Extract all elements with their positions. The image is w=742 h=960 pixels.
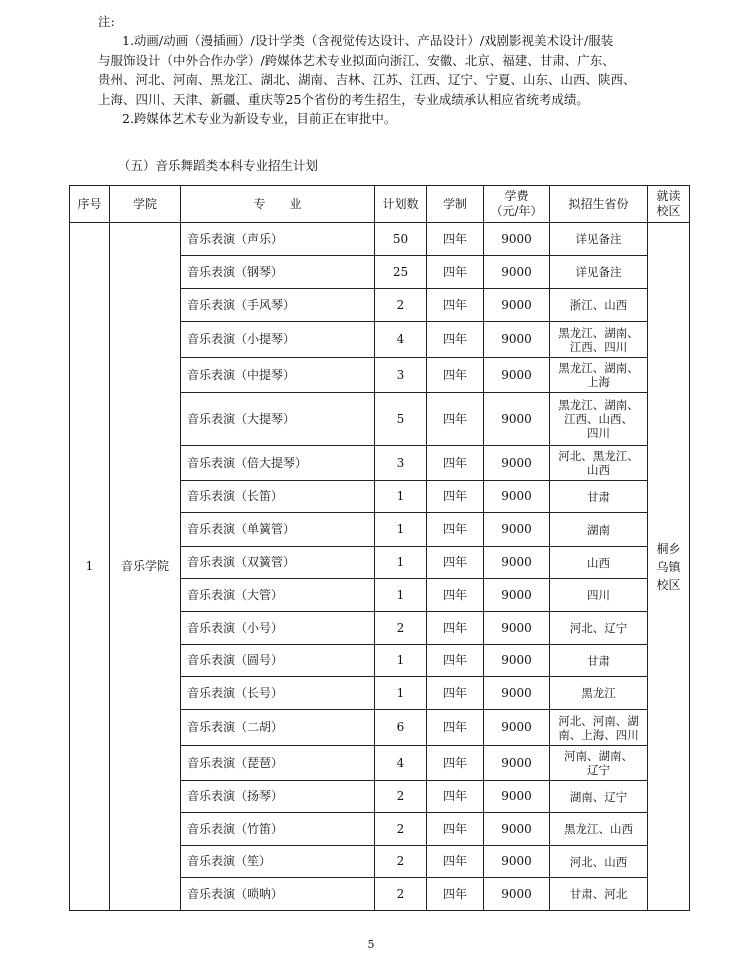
cell-duration: 四年 [427, 746, 484, 781]
province-line: 详见备注 [575, 232, 622, 246]
notes-line: 1.动画/动画（漫插画）/设计学类（含视觉传达设计、产品设计）/戏剧影视美术设计/服装 [122, 33, 614, 49]
cell-major: 音乐表演（倍大提琴） [181, 446, 375, 481]
cell-duration: 四年 [427, 846, 484, 878]
cell-major: 音乐表演（长号） [181, 677, 375, 710]
cell-major: 音乐表演（中提琴） [181, 358, 375, 393]
province-line: 甘肃 [587, 653, 610, 668]
cell-fee: 9000 [484, 878, 550, 911]
cell-plan: 3 [375, 358, 427, 393]
cell-duration: 四年 [427, 256, 484, 289]
cell-duration: 四年 [427, 446, 484, 481]
cell-no: 1 [70, 223, 110, 911]
cell-fee: 9000 [484, 547, 550, 579]
cell-province [550, 223, 648, 256]
cell-duration: 四年 [427, 223, 484, 256]
cell-major: 音乐表演（唢呐） [181, 878, 375, 911]
cell-province [550, 746, 648, 781]
cell-fee: 9000 [484, 579, 550, 612]
cell-major: 音乐表演（小号） [181, 612, 375, 645]
cell-major: 音乐表演（手风琴） [181, 289, 375, 322]
cell-major: 音乐表演（琵琶） [181, 746, 375, 781]
cell-plan: 1 [375, 547, 427, 579]
cell-major: 音乐表演（大管） [181, 579, 375, 612]
province-line: 黑龙江、湖南、 [558, 325, 639, 340]
cell-province [550, 513, 648, 547]
cell-plan: 2 [375, 289, 427, 322]
cell-province [550, 878, 648, 911]
cell-duration: 四年 [427, 645, 484, 677]
cell-plan: 5 [375, 393, 427, 446]
cell-fee: 9000 [484, 612, 550, 645]
cell-major: 音乐表演（笙） [181, 846, 375, 878]
cell-duration: 四年 [427, 481, 484, 513]
province-line: 河北、黑龙江、 [558, 449, 639, 463]
header-campus [648, 186, 690, 223]
cell-province [550, 781, 648, 813]
cell-duration: 四年 [427, 322, 484, 358]
table-row [70, 223, 690, 256]
cell-duration: 四年 [427, 289, 484, 322]
cell-province [550, 813, 648, 846]
cell-major: 音乐表演（单簧管） [181, 513, 375, 547]
cell-major: 音乐表演（竹笛） [181, 813, 375, 846]
section-title: （五）音乐舞蹈类本科专业招生计划 [118, 158, 319, 173]
cell-duration: 四年 [427, 677, 484, 710]
cell-fee: 9000 [484, 223, 550, 256]
cell-duration: 四年 [427, 358, 484, 393]
province-line: 江西、四川 [569, 339, 628, 354]
cell-fee: 9000 [484, 446, 550, 481]
header-campus-line: 就读 [656, 189, 681, 203]
cell-major: 音乐表演（扬琴） [181, 781, 375, 813]
cell-province [550, 612, 648, 645]
cell-major: 音乐表演（声乐） [181, 223, 375, 256]
cell-plan: 2 [375, 781, 427, 813]
cell-duration: 四年 [427, 547, 484, 579]
cell-fee: 9000 [484, 256, 550, 289]
cell-major: 音乐表演（钢琴） [181, 256, 375, 289]
campus-line: 校区 [656, 577, 681, 592]
cell-plan: 1 [375, 677, 427, 710]
province-line: 四川 [587, 588, 610, 602]
cell-province [550, 481, 648, 513]
cell-plan: 1 [375, 579, 427, 612]
province-line: 黑龙江、湖南、 [558, 361, 639, 375]
cell-province [550, 446, 648, 481]
province-line: 甘肃 [587, 489, 610, 504]
cell-fee: 9000 [484, 710, 550, 746]
header-college: 学院 [110, 186, 181, 223]
cell-fee: 9000 [484, 677, 550, 710]
cell-fee: 9000 [484, 746, 550, 781]
cell-major: 音乐表演（大提琴） [181, 393, 375, 446]
cell-fee: 9000 [484, 289, 550, 322]
cell-fee: 9000 [484, 513, 550, 547]
campus-line: 桐乡 [656, 541, 681, 556]
cell-college: 音乐学院 [110, 223, 181, 911]
table-header-row [70, 186, 690, 223]
header-fee [484, 186, 550, 223]
header-fee-line: （元/年） [490, 204, 543, 218]
cell-duration: 四年 [427, 710, 484, 746]
cell-plan: 4 [375, 746, 427, 781]
province-line: 黑龙江 [581, 686, 616, 700]
cell-fee: 9000 [484, 393, 550, 446]
notes-heading: 注: [98, 14, 115, 29]
province-line: 河北、辽宁 [569, 621, 628, 635]
province-line: 浙江、山西 [569, 298, 628, 312]
cell-duration: 四年 [427, 813, 484, 846]
cell-province [550, 846, 648, 878]
cell-campus [648, 223, 690, 911]
cell-duration: 四年 [427, 513, 484, 547]
province-line: 河北、山西 [569, 854, 628, 869]
cell-plan: 3 [375, 446, 427, 481]
cell-province [550, 677, 648, 710]
cell-plan: 2 [375, 612, 427, 645]
notes-line: 与服饰设计（中外合作办学）/跨媒体艺术专业拟面向浙江、安徽、北京、福建、甘肃、广东、 [98, 52, 615, 68]
enrollment-plan-table [69, 185, 690, 911]
cell-plan: 2 [375, 878, 427, 911]
province-line: 湖南、辽宁 [569, 789, 628, 804]
cell-province [550, 645, 648, 677]
header-major: 专 业 [181, 186, 375, 223]
province-line: 南、上海、四川 [558, 727, 639, 742]
cell-major: 音乐表演（长笛） [181, 481, 375, 513]
cell-duration: 四年 [427, 393, 484, 446]
cell-plan: 1 [375, 513, 427, 547]
campus-line: 乌镇 [656, 559, 681, 574]
province-line: 详见备注 [575, 265, 622, 279]
notes-block [98, 12, 678, 128]
province-line: 黑龙江、湖南、 [558, 398, 639, 412]
header-province: 拟招生省份 [550, 186, 648, 223]
province-line: 甘肃、河北 [569, 887, 628, 901]
cell-plan: 2 [375, 813, 427, 846]
cell-major: 音乐表演（双簧管） [181, 547, 375, 579]
page-number: 5 [367, 938, 375, 951]
header-fee-line: 学费 [504, 189, 529, 203]
cell-major: 音乐表演（圆号） [181, 645, 375, 677]
province-line: 河北、河南、湖 [558, 713, 639, 728]
cell-province [550, 256, 648, 289]
header-plan: 计划数 [375, 186, 427, 223]
notes-line: 2.跨媒体艺术专业为新设专业，目前正在审批中。 [122, 111, 397, 127]
cell-plan: 1 [375, 645, 427, 677]
province-line: 江西、山西、 [564, 412, 633, 426]
cell-plan: 2 [375, 846, 427, 878]
cell-fee: 9000 [484, 481, 550, 513]
cell-duration: 四年 [427, 612, 484, 645]
cell-major: 音乐表演（二胡） [181, 710, 375, 746]
cell-province [550, 289, 648, 322]
cell-fee: 9000 [484, 781, 550, 813]
province-line: 黑龙江、山西 [564, 822, 633, 836]
cell-province [550, 322, 648, 358]
cell-province [550, 393, 648, 446]
cell-fee: 9000 [484, 358, 550, 393]
notes-line: 上海、四川、天津、新疆、重庆等25个省份的考生招生，专业成绩承认相应省统考成绩。 [98, 91, 589, 107]
cell-province [550, 547, 648, 579]
cell-plan: 4 [375, 322, 427, 358]
cell-plan: 6 [375, 710, 427, 746]
notes-line: 贵州、河北、河南、黑龙江、湖北、湖南、吉林、江苏、江西、辽宁、宁夏、山东、山西、陕西、 [98, 72, 636, 88]
cell-major: 音乐表演（小提琴） [181, 322, 375, 358]
province-line: 河南、湖南、 [564, 749, 633, 763]
cell-fee: 9000 [484, 846, 550, 878]
cell-fee: 9000 [484, 813, 550, 846]
header-duration: 学制 [427, 186, 484, 223]
cell-duration: 四年 [427, 781, 484, 813]
province-line: 辽宁 [587, 763, 610, 777]
cell-province [550, 579, 648, 612]
province-line: 湖南 [587, 522, 610, 537]
header-no: 序号 [70, 186, 110, 223]
cell-plan: 1 [375, 481, 427, 513]
cell-plan: 50 [375, 223, 427, 256]
province-line: 山西 [587, 555, 610, 570]
cell-fee: 9000 [484, 322, 550, 358]
cell-duration: 四年 [427, 878, 484, 911]
cell-province [550, 710, 648, 746]
cell-province [550, 358, 648, 393]
province-line: 四川 [587, 426, 610, 440]
header-campus-line: 校区 [656, 204, 681, 218]
cell-duration: 四年 [427, 579, 484, 612]
table-body [70, 223, 690, 911]
cell-plan: 25 [375, 256, 427, 289]
province-line: 上海 [587, 375, 610, 389]
province-line: 山西 [587, 463, 610, 477]
cell-fee: 9000 [484, 645, 550, 677]
